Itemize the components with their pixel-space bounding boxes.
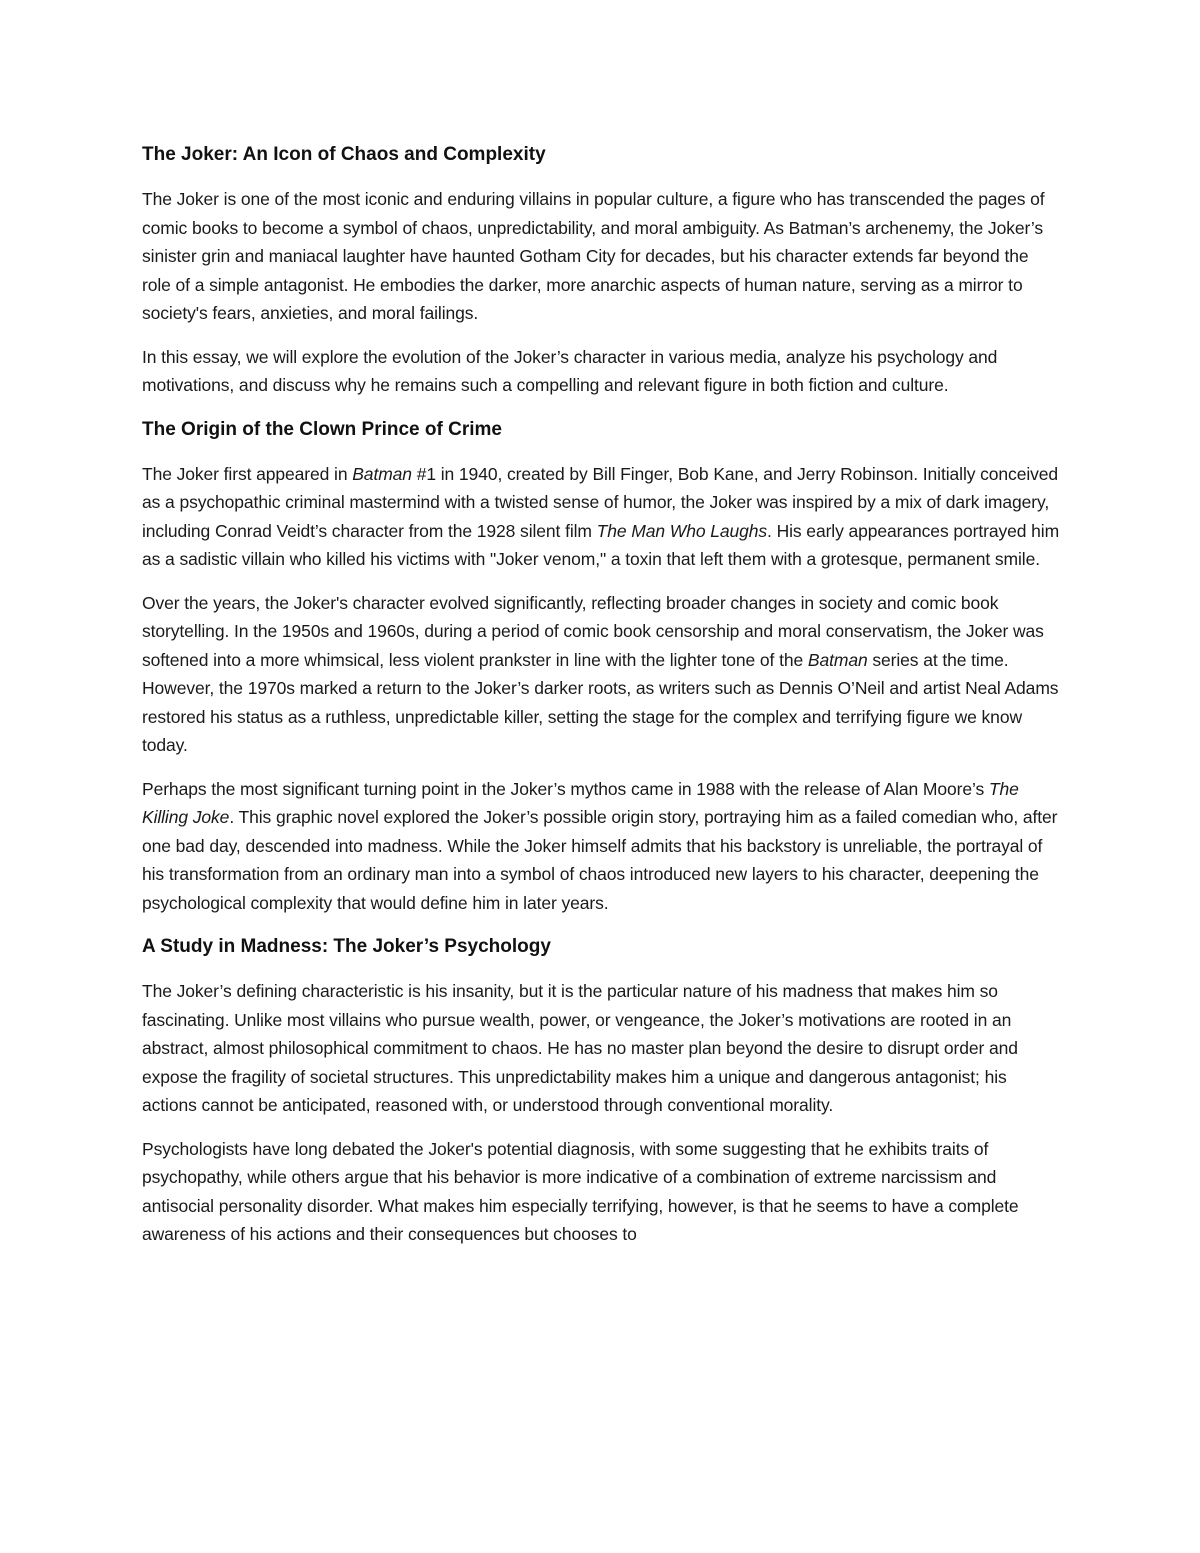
body-paragraph bbox=[142, 1135, 1062, 1249]
body-paragraph bbox=[142, 977, 1062, 1120]
section-heading: The Origin of the Clown Prince of Crime bbox=[142, 418, 502, 440]
paragraph-text: Psychologists have long debated the Joker's potential diagnosis, with some suggesting that he exhibits traits of psychopathy, while others argue that his behavior is more indicative of a combination of extreme narcissism and antisocial personality disorder. What makes him especially terrifying, however, is that he seems to have a complete awareness of his actions and their consequences but chooses to bbox=[142, 1138, 1019, 1244]
paragraph-text: series at the time. However, the 1970s marked a return to the Joker’s darker roots, as writers such as Dennis O’Neil and artist Neal Adams restored his status as a ruthless, unpredictable killer, setting the stage for the complex and terrifying figure we know today. bbox=[142, 649, 1059, 755]
paragraph-text: The Joker’s defining characteristic is his insanity, but it is the particular nature of his madness that makes him so fascinating. Unlike most villains who pursue wealth, power, or vengeance, the Joker’s motivations are rooted in an abstract, almost philosophical commitment to chaos. He has no master plan beyond the desire to disrupt order and expose the fragility of societal structures. This unpredictability makes him a unique and dangerous antagonist; his actions cannot be anticipated, reasoned with, or understood through conventional morality. bbox=[142, 981, 1018, 1115]
section-heading: A Study in Madness: The Joker’s Psychology bbox=[142, 936, 551, 957]
paragraph-text: The Joker first appeared in bbox=[142, 463, 353, 484]
section-heading: The Joker: An Icon of Chaos and Complexity bbox=[142, 144, 546, 165]
body-paragraph bbox=[142, 185, 1062, 328]
italic-title-text: Batman bbox=[352, 463, 412, 484]
body-paragraph bbox=[142, 343, 1062, 400]
italic-title-text: The Killing Joke bbox=[142, 778, 1019, 827]
italic-title-text: The Man Who Laughs bbox=[596, 520, 768, 541]
paragraph-text: In this essay, we will explore the evolution of the Joker’s character in various media, analyze his psychology and motivations, and discuss why he remains such a compelling and relevant figure in both fiction and culture. bbox=[142, 346, 998, 395]
paragraph-text: Perhaps the most significant turning point in the Joker’s mythos came in 1988 with the release of Alan Moore’s bbox=[142, 778, 989, 799]
paragraph-text: . This graphic novel explored the Joker’s possible origin story, portraying him as a failed comedian who, after one bad day, descended into madness. While the Joker himself admits that his backstory is unreliable, the portrayal of his transformation from an ordinary man into a symbol of chaos introduced new layers to his character, deepening the psychological complexity that would define him in later years. bbox=[142, 807, 1058, 913]
paragraph-text: The Joker is one of the most iconic and enduring villains in popular culture, a figure who has transcended the pages of comic books to become a symbol of chaos, unpredictability, and moral ambiguity. As Batman’s archenemy, the Joker’s sinister grin and maniacal laughter have haunted Gotham City for decades, but his character extends far beyond the role of a simple antagonist. He embodies the darker, more anarchic aspects of human nature, serving as a mirror to society's fears, anxieties, and moral failings. bbox=[142, 189, 1045, 323]
document-page bbox=[142, 140, 1062, 1264]
paragraph-text: Over the years, the Joker's character evolved significantly, reflecting broader changes in society and comic book storytelling. In the 1950s and 1960s, during a period of comic book censorship and moral conservatism, the Joker was softened into a more whimsical, less violent prankster in line with the lighter tone of the bbox=[142, 592, 1044, 670]
body-paragraph bbox=[142, 460, 1062, 574]
paragraph-text: #1 in 1940, created by Bill Finger, Bob Kane, and Jerry Robinson. Initially conceived as a psychopathic criminal mastermind with a twisted sense of humor, the Joker was inspired by a mix of dark imagery, including Conrad Veidt’s character from the 1928 silent film bbox=[142, 463, 1059, 541]
italic-title-text: Batman bbox=[807, 649, 868, 670]
paragraph-text: . His early appearances portrayed him as a sadistic villain who killed his victims with "Joker venom," a toxin that left them with a grotesque, permanent smile. bbox=[142, 520, 1060, 569]
body-paragraph bbox=[142, 589, 1062, 760]
body-paragraph bbox=[142, 775, 1062, 918]
